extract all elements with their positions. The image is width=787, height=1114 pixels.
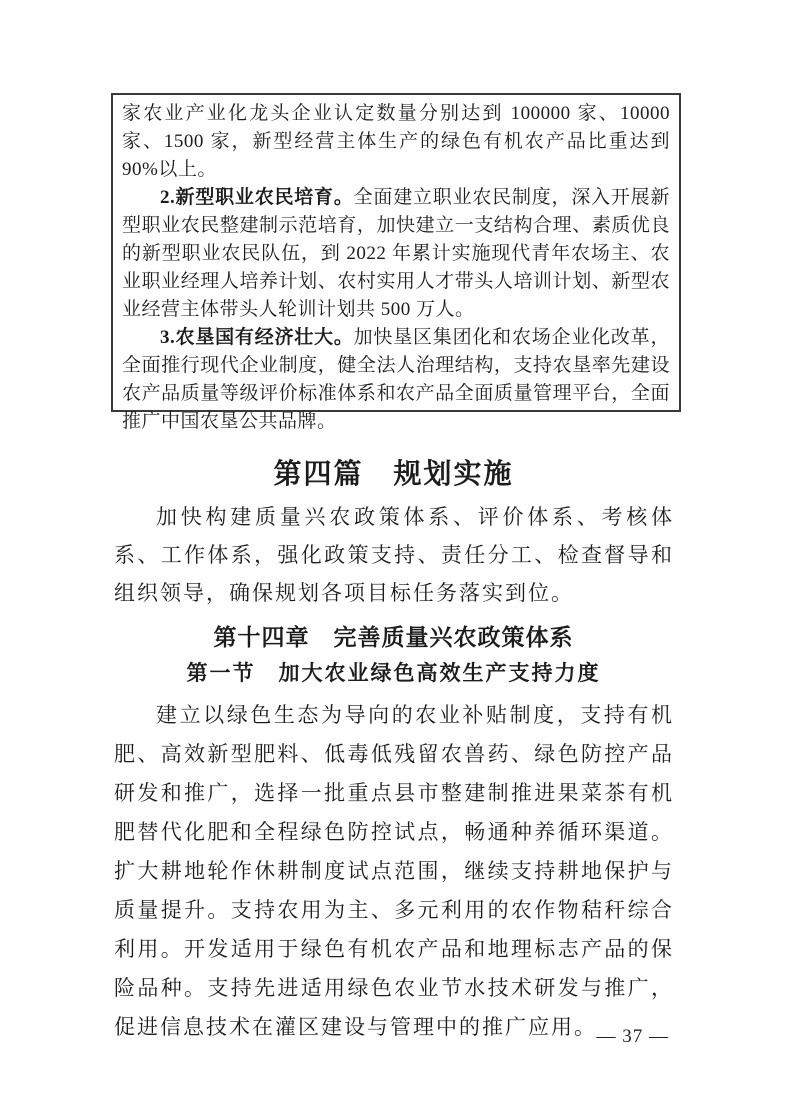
notice-box xyxy=(111,93,681,432)
notice-paragraph-lead: 3.农垦国有经济壮大。 xyxy=(160,327,354,348)
part-title: 第四篇 规划实施 xyxy=(273,458,514,489)
notice-paragraph-text: 加快垦区集团化和农场企业化改革，全面推行现代企业制度，健全法人治理结构，支持农垦率先建设农产品质量等级评价标准体系和农产品全面质量管理平台，全面推广中国农垦公共品牌。 xyxy=(122,327,670,432)
notice-paragraph-lead: 2.新型职业农民培育。 xyxy=(160,187,354,208)
page-number: — 37 — xyxy=(596,1026,669,1047)
notice-paragraph-text: 家农业产业化龙头企业认定数量分别达到 100000 家、10000 家、1500 家，新型经营主体生产的绿色有机农产品比重达到 90%以上。 xyxy=(122,103,670,180)
notice-paragraph-text: 全面建立职业农民制度，深入开展新型职业农民整建制示范培育，加快建立一支结构合理、素质优良的新型职业农民队伍，到 2022 年累计实施现代青年农场主、农业职业经理人培养计划、农村实用人才带头人培训计划、新型农业经营主体带头人轮训计划共 500 万人。 xyxy=(122,187,670,320)
notice-paragraph xyxy=(122,324,670,436)
part-intro-paragraph: 加快构建质量兴农政策体系、评价体系、考核体系、工作体系，强化政策支持、责任分工、检查督导和组织领导，确保规划各项目标任务落实到位。 xyxy=(114,505,674,605)
section-body-paragraph: 建立以绿色生态为导向的农业补贴制度，支持有机肥、高效新型肥料、低毒低残留农兽药、绿色防控产品研发和推广，选择一批重点县市整建制推进果菜茶有机肥替代化肥和全程绿色防控试点，畅通种养循环渠道。扩大耕地轮作休耕制度试点范围，继续支持耕地保护与质量提升。支持农用为主、多元利用的农作物秸秆综合利用。开发适用于绿色有机农产品和地理标志产品的保险品种。支持先进适用绿色农业节水技术研发与推广，促进信息技术在灌区建设与管理中的推广应用。 xyxy=(114,703,674,1039)
section-title: 第一节 加大农业绿色高效生产支持力度 xyxy=(186,661,601,685)
notice-paragraph xyxy=(122,184,670,324)
notice-paragraph xyxy=(122,100,670,184)
chapter-title: 第十四章 完善质量兴农政策体系 xyxy=(213,624,574,650)
